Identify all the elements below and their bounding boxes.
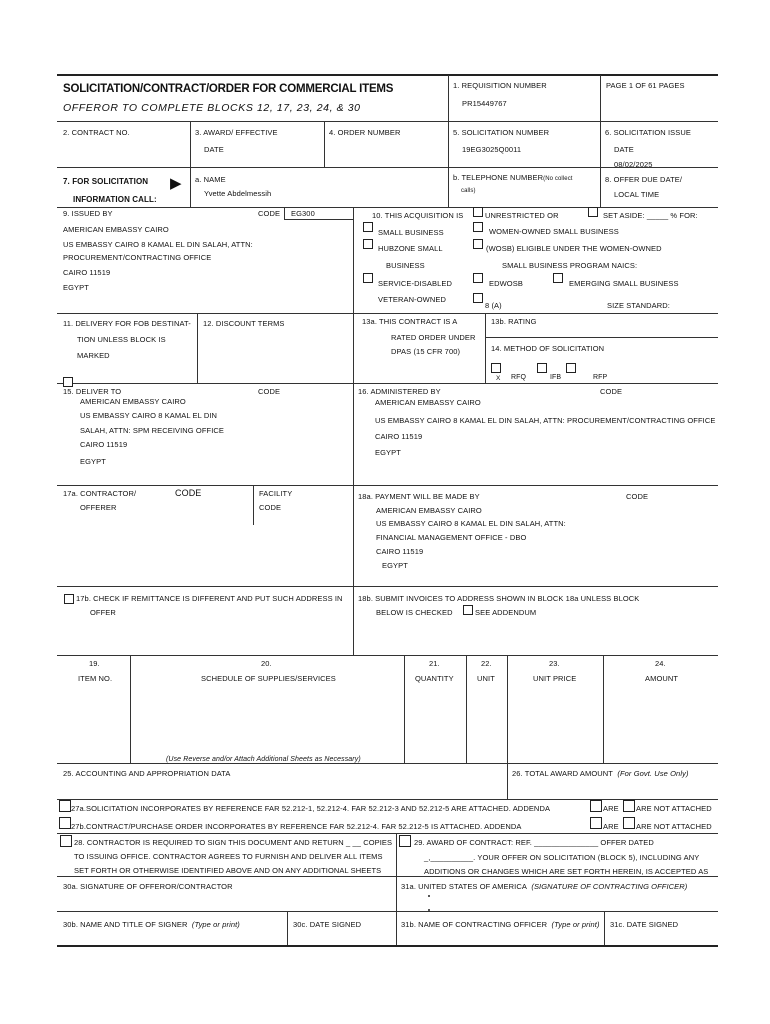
- fob-delivery-label-3: MARKED: [77, 351, 110, 360]
- 31c-date-label: 31c. DATE SIGNED: [610, 920, 679, 929]
- setaside-label: SET ASIDE: _____ % FOR:: [603, 211, 698, 220]
- divider: [57, 876, 718, 877]
- 28-label-2: TO ISSUING OFFICE. CONTRACTOR AGREES TO FURNISH AND DELIVER ALL ITEMS: [74, 852, 383, 861]
- edwosb-checkbox[interactable]: [473, 273, 483, 283]
- divider: [57, 763, 718, 764]
- facility-label: FACILITY: [259, 489, 293, 498]
- 28-label: 28. CONTRACTOR IS REQUIRED TO SIGN THIS DOCUMENT AND RETURN _ __ COPIES: [74, 838, 393, 847]
- divider: [57, 383, 718, 384]
- schedule-note: (Use Reverse and/or Attach Additional Sheets as Necessary): [166, 756, 361, 763]
- telephone-label-text: b. TELEPHONE NUMBER: [453, 173, 544, 182]
- administered-by-line: EGYPT: [375, 448, 401, 457]
- 29-label: 29. AWARD OF CONTRACT: REF. _______________ OFFER DATED: [414, 838, 654, 847]
- divider: [57, 799, 718, 800]
- contract-no-label: 2. CONTRACT NO.: [63, 128, 130, 137]
- 27a-are-checkbox[interactable]: [590, 800, 602, 812]
- wosb-eligible-checkbox[interactable]: [473, 239, 483, 249]
- page-count: PAGE 1 OF 61 PAGES: [606, 81, 685, 90]
- rfp-checkbox[interactable]: [566, 363, 576, 373]
- divider: [603, 655, 604, 763]
- col-amount-number: 24.: [655, 659, 666, 668]
- deliver-to-checkbox[interactable]: [63, 377, 73, 387]
- divider: [507, 763, 508, 799]
- issue-date-value[interactable]: 08/02/2025: [614, 160, 653, 169]
- award-date-label-2: DATE: [204, 145, 224, 154]
- fob-delivery-label-2: TION UNLESS BLOCK IS: [77, 335, 166, 344]
- us-signature-note: (SIGNATURE OF CONTRACTING OFFICER): [531, 882, 688, 891]
- small-business-label: SMALL BUSINESS: [378, 228, 444, 237]
- divider: [253, 485, 254, 525]
- solicitation-number-value[interactable]: 19EG3025Q0011: [462, 145, 522, 154]
- rfp-label: RFP: [593, 374, 608, 381]
- remittance-checkbox[interactable]: [64, 594, 74, 604]
- signature-dot: [428, 895, 430, 897]
- order-number-label: 4. ORDER NUMBER: [329, 128, 401, 137]
- payment-by-line: CAIRO 11519: [376, 547, 424, 556]
- issued-by-code-value[interactable]: EG300: [291, 209, 315, 218]
- divider: [396, 833, 397, 947]
- 27a-not-checkbox[interactable]: [623, 800, 635, 812]
- divider: [197, 313, 198, 383]
- offeror-signature-label: 30a. SIGNATURE OF OFFEROR/CONTRACTOR: [63, 882, 233, 891]
- hubzone-label: HUBZONE SMALL: [378, 244, 443, 253]
- deliver-to-code-label: CODE: [258, 387, 281, 396]
- divider: [485, 313, 486, 383]
- form-title: SOLICITATION/CONTRACT/ORDER FOR COMMERCIAL ITEMS: [63, 83, 394, 95]
- issued-by-line: CAIRO 11519: [63, 268, 111, 277]
- 27a-label: 27a.SOLICITATION INCORPORATES BY REFERENCE FAR 52.212-1, 52.212-4. FAR 52.212-3 AND 52.212-5 ARE ATTACHED. ADDENDA: [71, 804, 551, 813]
- telephone-note: (No collect: [543, 176, 573, 182]
- col-quantity: QUANTITY: [415, 674, 454, 683]
- 27a-checkbox[interactable]: [59, 800, 71, 812]
- ifb-label: IFB: [550, 374, 562, 381]
- offer-due-label-2: LOCAL TIME: [614, 190, 660, 199]
- divider: [600, 121, 601, 207]
- wosb-eligible-label: (WOSB) ELIGIBLE UNDER THE WOMEN-OWNED: [486, 244, 662, 253]
- solicitation-number-label: 5. SOLICITATION NUMBER: [453, 128, 550, 137]
- telephone-label-2: calls): [461, 188, 476, 194]
- col-quantity-number: 21.: [429, 659, 440, 668]
- unrestricted-checkbox[interactable]: [473, 207, 483, 217]
- issued-by-line: EGYPT: [63, 283, 89, 292]
- 8a-label: 8 (A): [485, 301, 502, 310]
- solicitation-method-label: 14. METHOD OF SOLICITATION: [491, 344, 605, 353]
- 27b-are-label: ARE: [603, 822, 619, 831]
- divider: [57, 121, 718, 122]
- deliver-to-line: EGYPT: [80, 457, 106, 466]
- deliver-to-line: CAIRO 11519: [80, 440, 128, 449]
- size-standard-label: SIZE STANDARD:: [607, 301, 670, 310]
- col-item-no: ITEM NO.: [78, 674, 113, 683]
- contracting-officer-label: [401, 920, 600, 929]
- name-value[interactable]: Yvette Abdelmessih: [204, 189, 272, 198]
- divider: [353, 207, 354, 655]
- deliver-to-line: AMERICAN EMBASSY CAIRO: [80, 397, 186, 406]
- contracting-officer-note: (Type or print): [551, 920, 600, 929]
- rfq-checkmark: X: [496, 375, 501, 382]
- 27b-not-label: ARE NOT ATTACHED: [636, 822, 712, 831]
- info-call-label-2: INFORMATION CALL:: [73, 195, 157, 204]
- divider: [57, 911, 718, 912]
- divider: [287, 911, 288, 947]
- signature-dot: [428, 909, 430, 911]
- business-label: BUSINESS: [386, 261, 425, 270]
- payment-by-line: US EMBASSY CAIRO 8 KAMAL EL DIN SALAH, ATTN:: [376, 519, 566, 528]
- requisition-number-label: 1. REQUISITION NUMBER: [453, 81, 547, 90]
- us-signature-label-text: 31a. UNITED STATES OF AMERICA: [401, 882, 527, 891]
- contractor-code-label: CODE: [175, 488, 202, 498]
- invoice-label: 18b. SUBMIT INVOICES TO ADDRESS SHOWN IN BLOCK 18a UNLESS BLOCK: [358, 594, 640, 603]
- divider: [57, 485, 718, 486]
- 30c-date-label: 30c. DATE SIGNED: [293, 920, 362, 929]
- emerging-checkbox[interactable]: [553, 273, 563, 283]
- small-business-checkbox[interactable]: [363, 222, 373, 232]
- rated-order-label-2: RATED ORDER UNDER: [391, 333, 476, 342]
- issued-by-label: 9. ISSUED BY: [63, 209, 113, 218]
- col-schedule-number: 20.: [261, 659, 272, 668]
- divider: [57, 313, 718, 314]
- signer-name-note: (Type or print): [191, 920, 240, 929]
- divider: [507, 655, 508, 763]
- 27b-not-checkbox[interactable]: [623, 817, 635, 829]
- issued-by-line: US EMBASSY CAIRO 8 KAMAL EL DIN SALAH, ATTN:: [63, 240, 253, 249]
- divider: [604, 911, 605, 947]
- administered-by-line: US EMBASSY CAIRO 8 KAMAL EL DIN SALAH, ATTN: PROCUREMENT/CONTRACTING OFFICE: [375, 416, 716, 425]
- divider: [448, 121, 449, 207]
- contractor-label-2: OFFERER: [80, 503, 117, 512]
- acquisition-label: 10. THIS ACQUISITION IS: [372, 211, 464, 220]
- name-label: a. NAME: [195, 175, 226, 184]
- col-unit-price-number: 23.: [549, 659, 560, 668]
- payment-by-line: AMERICAN EMBASSY CAIRO: [376, 506, 482, 515]
- col-amount: AMOUNT: [645, 674, 679, 683]
- wosb-checkbox[interactable]: [473, 222, 483, 232]
- 29-label-3: ADDITIONS OR CHANGES WHICH ARE SET FORTH HEREIN, IS ACCEPTED AS: [424, 867, 709, 876]
- col-unit-price: UNIT PRICE: [533, 674, 577, 683]
- payment-by-line: EGYPT: [382, 561, 408, 570]
- divider: [57, 207, 718, 208]
- deliver-to-label: 15. DELIVER TO: [63, 387, 122, 396]
- signer-name-label: [63, 920, 240, 929]
- col-unit-number: 22.: [481, 659, 492, 668]
- sdvo-checkbox[interactable]: [363, 273, 373, 283]
- payment-by-line: FINANCIAL MANAGEMENT OFFICE - DBO: [376, 533, 527, 542]
- rated-order-label: 13a. THIS CONTRACT IS A: [362, 317, 458, 326]
- invoice-label-2: BELOW IS CHECKED: [376, 608, 453, 617]
- remittance-label: 17b. CHECK IF REMITTANCE IS DIFFERENT AND PUT SUCH ADDRESS IN: [76, 594, 343, 603]
- payment-by-code-label: CODE: [626, 492, 649, 501]
- edwosb-label: EDWOSB: [489, 279, 523, 288]
- info-call-label: 7. FOR SOLICITATION: [63, 177, 149, 186]
- 29-label-2: _,__________. YOUR OFFER ON SOLICITATION (BLOCK 5), INCLUDING ANY: [424, 853, 700, 862]
- issued-by-line: PROCUREMENT/CONTRACTING OFFICE: [63, 253, 212, 262]
- divider: [324, 121, 325, 167]
- 27b-label: 27b.CONTRACT/PURCHASE ORDER INCORPORATES BY REFERENCE FAR 52.212-4. FAR 52.212-5 IS ATTACHED. ADDENDA: [71, 822, 522, 831]
- col-item-no-number: 19.: [89, 659, 100, 668]
- accounting-label: 25. ACCOUNTING AND APPROPRIATION DATA: [63, 769, 231, 778]
- contracting-officer-label-text: 31b. NAME OF CONTRACTING OFFICER: [401, 920, 548, 929]
- issue-date-label: 6. SOLICITATION ISSUE: [605, 128, 692, 137]
- contractor-label: 17a. CONTRACTOR/: [63, 489, 137, 498]
- issued-by-code-label: CODE: [258, 209, 281, 218]
- us-signature-label: [401, 882, 687, 891]
- telephone-label: [453, 173, 573, 184]
- divider: [130, 655, 131, 763]
- 29-checkbox[interactable]: [399, 835, 411, 847]
- issue-date-label-2: DATE: [614, 145, 634, 154]
- signer-name-label-text: 30b. NAME AND TITLE OF SIGNER: [63, 920, 188, 929]
- issued-by-line: AMERICAN EMBASSY CAIRO: [63, 225, 169, 234]
- divider: [57, 586, 718, 587]
- administered-by-code-label: CODE: [600, 387, 623, 396]
- 27a-are-label: ARE: [603, 804, 619, 813]
- unrestricted-label: UNRESTRICTED OR: [485, 211, 559, 220]
- deliver-to-line: US EMBASSY CAIRO 8 KAMAL EL DIN: [80, 411, 218, 420]
- 27b-checkbox[interactable]: [59, 817, 71, 829]
- sdvo-label: SERVICE-DISABLED: [378, 279, 452, 288]
- see-addendum-checkbox[interactable]: [463, 605, 473, 615]
- 28-label-3: SET FORTH OR OTHERWISE IDENTIFIED ABOVE AND ON ANY ADDITIONAL SHEETS: [74, 866, 382, 875]
- divider: [485, 337, 718, 338]
- form-top-border: [57, 74, 718, 76]
- see-addendum-label: SEE ADDENDUM: [475, 608, 537, 617]
- rated-order-label-3: DPAS (15 CFR 700): [391, 347, 461, 356]
- fob-delivery-label: 11. DELIVERY FOR FOB DESTINAT-: [63, 319, 191, 328]
- emerging-label: EMERGING SMALL BUSINESS: [569, 279, 679, 288]
- ifb-checkbox[interactable]: [537, 363, 547, 373]
- divider: [57, 655, 718, 656]
- veteran-label: VETERAN-OWNED: [378, 295, 446, 304]
- divider: [57, 833, 718, 834]
- arrow-right-icon: ▶: [170, 175, 182, 192]
- facility-code-label: CODE: [259, 503, 282, 512]
- hubzone-checkbox[interactable]: [363, 239, 373, 249]
- wosb-label: WOMEN-OWNED SMALL BUSINESS: [489, 227, 619, 236]
- remittance-label-2: OFFER: [90, 608, 116, 617]
- administered-by-line: CAIRO 11519: [375, 432, 423, 441]
- offer-due-label: 8. OFFER DUE DATE/: [605, 175, 683, 184]
- deliver-to-line: SALAH, ATTN: SPM RECEIVING OFFICE: [80, 426, 225, 435]
- small-business-program-label: SMALL BUSINESS PROGRAM NAICS:: [502, 261, 638, 270]
- divider: [190, 121, 191, 167]
- payment-by-label: 18a. PAYMENT WILL BE MADE BY: [358, 492, 480, 501]
- administered-by-line: AMERICAN EMBASSY CAIRO: [375, 398, 481, 407]
- form-subtitle: OFFEROR TO COMPLETE BLOCKS 12, 17, 23, 24, & 30: [63, 102, 361, 114]
- rfq-checkbox[interactable]: [491, 363, 501, 373]
- total-award-label-text: 26. TOTAL AWARD AMOUNT: [512, 769, 613, 778]
- award-date-label: 3. AWARD/ EFFECTIVE: [195, 128, 278, 137]
- total-award-note: (For Govt. Use Only): [617, 769, 689, 778]
- 28-checkbox[interactable]: [60, 835, 72, 847]
- setaside-checkbox[interactable]: [588, 207, 598, 217]
- divider: [448, 75, 449, 121]
- requisition-number-value[interactable]: PR15449767: [462, 99, 507, 108]
- administered-by-label: 16. ADMINISTERED BY: [358, 387, 441, 396]
- col-unit: UNIT: [477, 674, 495, 683]
- divider: [190, 167, 191, 207]
- divider: [466, 655, 467, 763]
- 8a-checkbox[interactable]: [473, 293, 483, 303]
- divider: [600, 75, 601, 121]
- discount-terms-label: 12. DISCOUNT TERMS: [203, 319, 285, 328]
- divider: [404, 655, 405, 763]
- total-award-label: [512, 769, 689, 778]
- rating-label: 13b. RATING: [491, 317, 537, 326]
- 27a-not-label: ARE NOT ATTACHED: [636, 804, 712, 813]
- rfq-label: RFQ: [511, 374, 527, 381]
- form-bottom-border: [57, 945, 718, 947]
- 27b-are-checkbox[interactable]: [590, 817, 602, 829]
- col-schedule: SCHEDULE OF SUPPLIES/SERVICES: [201, 674, 336, 683]
